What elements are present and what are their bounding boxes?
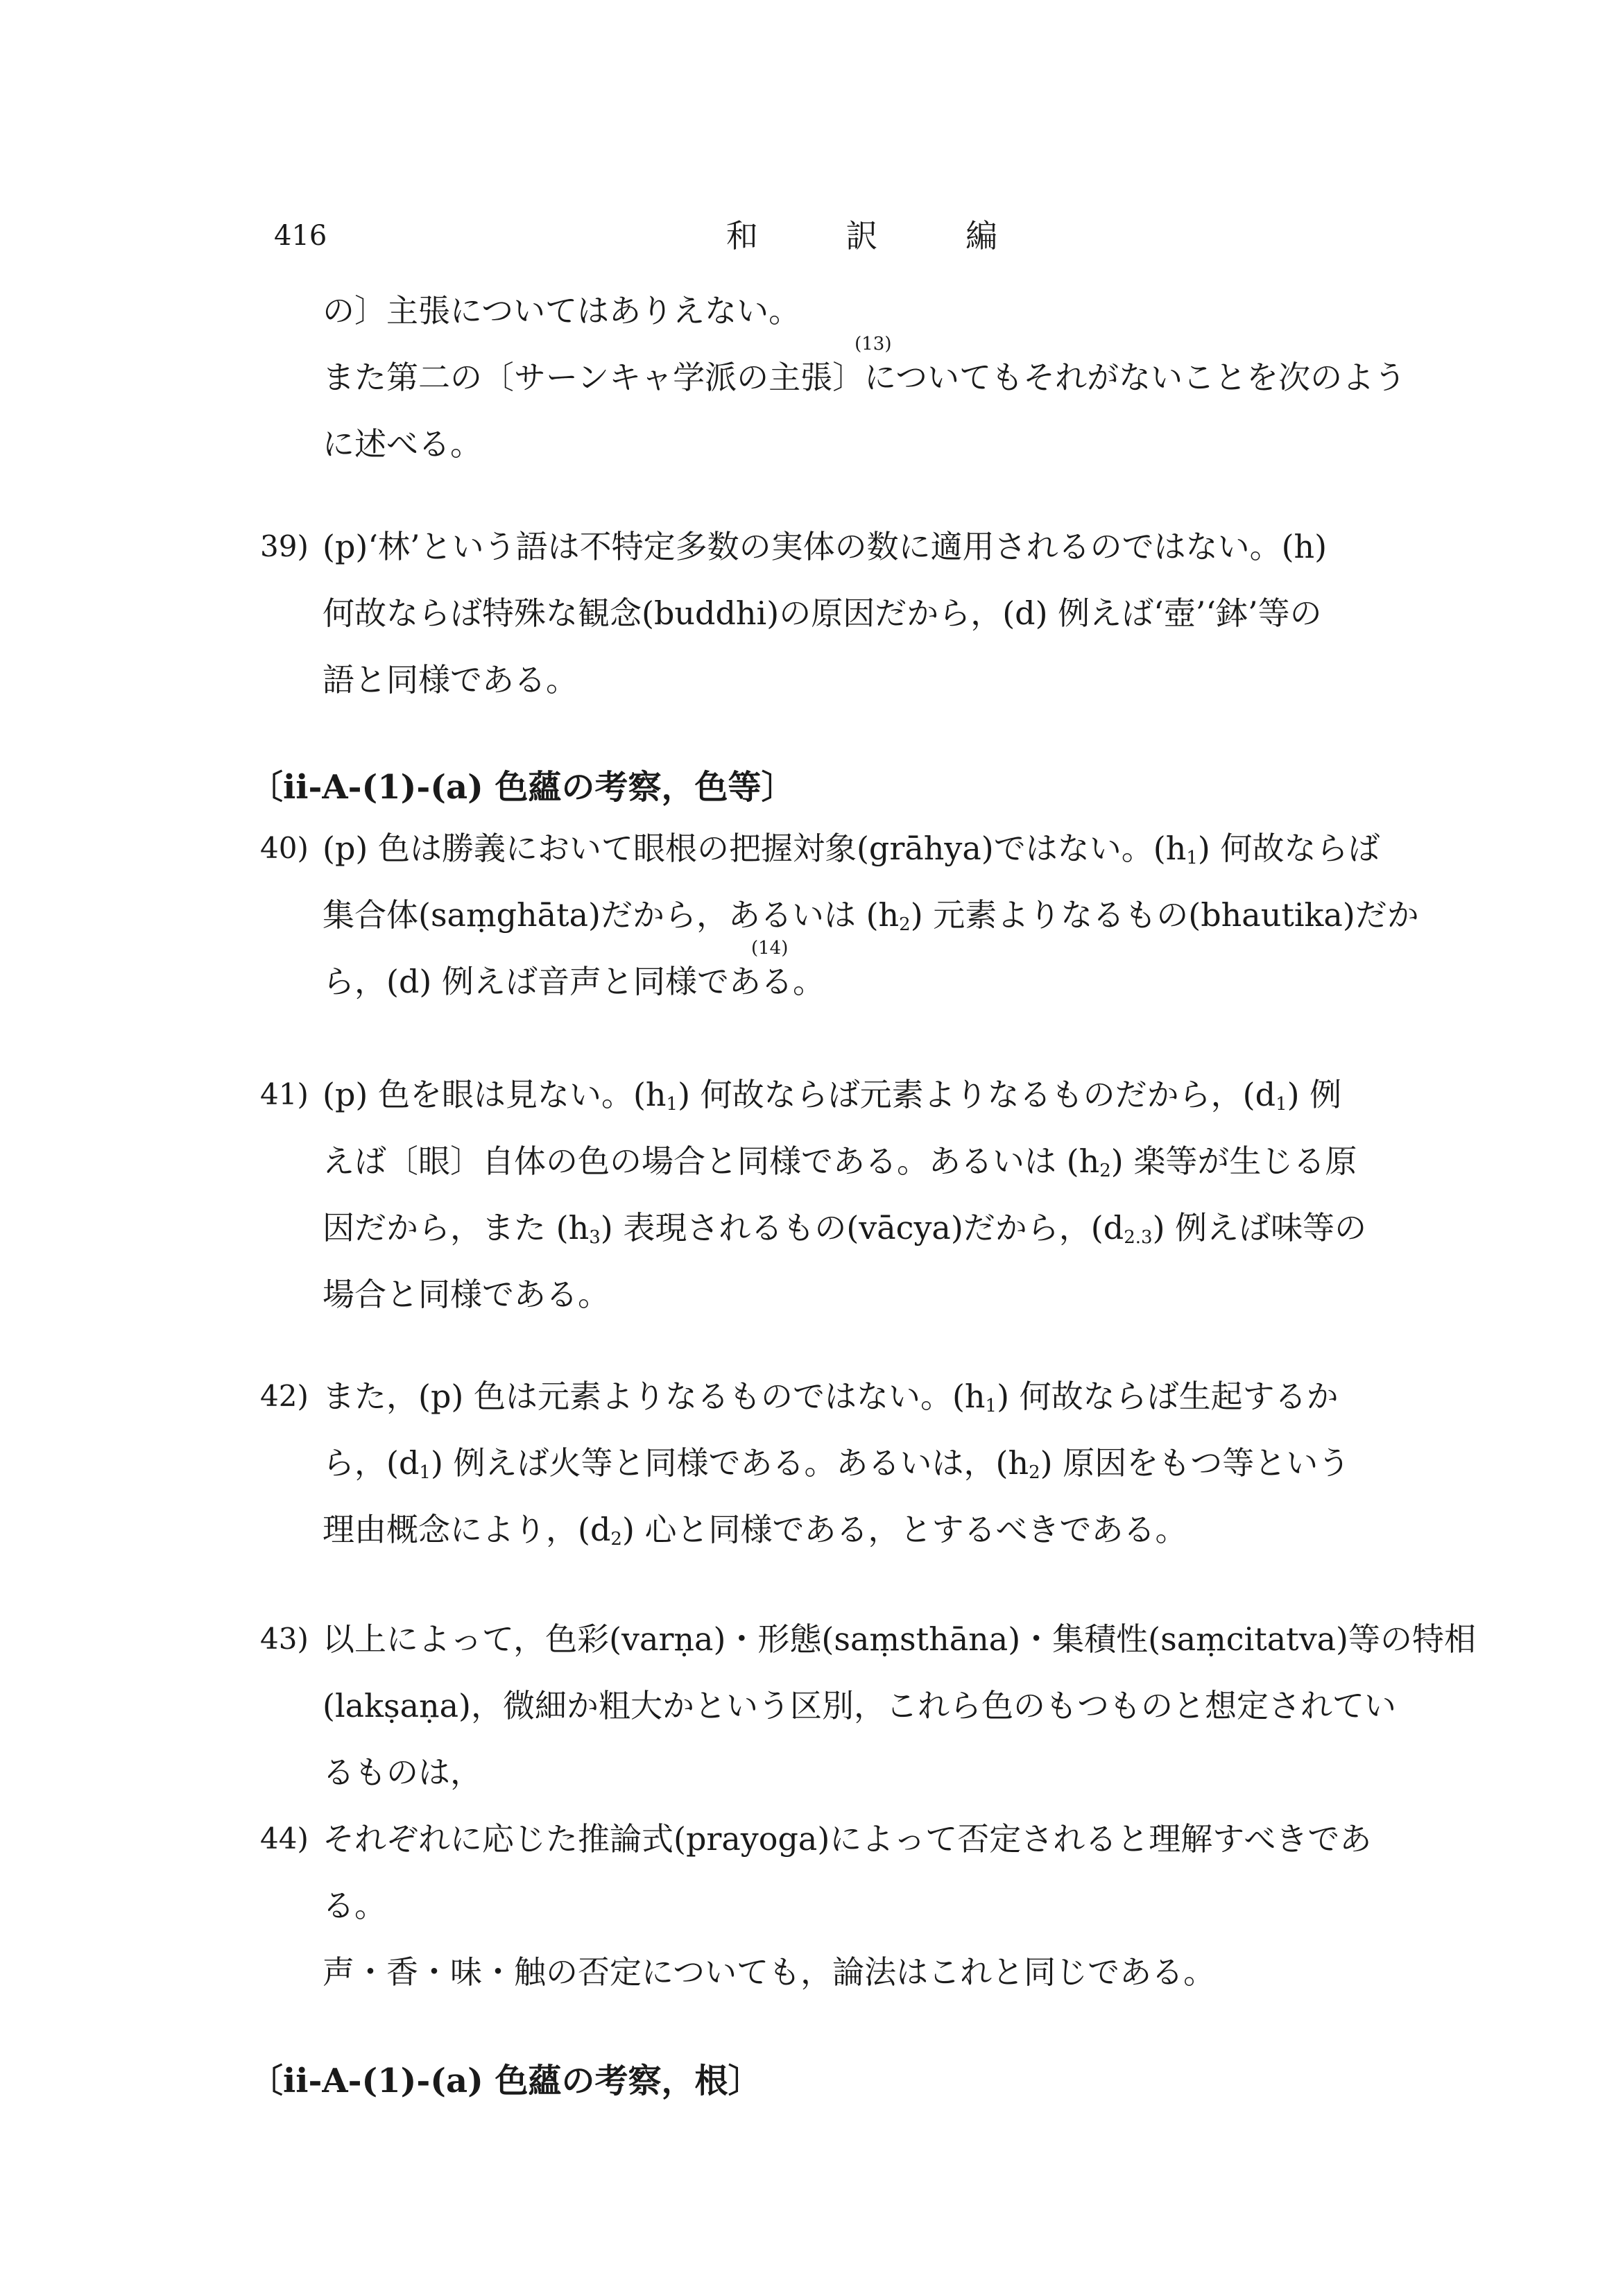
intro-paragraph [323, 277, 1460, 477]
subscript: 2 [1099, 1160, 1111, 1181]
text-segment: (p) 色を眼は見ない。(h [323, 1076, 667, 1113]
text-segment: ) 例 [1287, 1076, 1342, 1113]
text-line: 場合と同様である。 [323, 1276, 610, 1313]
text-line: それぞれに応じた推論式(prayoga)によって否定されると理解すべきであ [323, 1820, 1372, 1858]
verse-number: 42) [260, 1379, 309, 1413]
verse-number: 39) [260, 529, 309, 563]
text-line [323, 1496, 1460, 1563]
text-line: る。 [323, 1887, 386, 1924]
text-line: (lakṣaṇa)，微細か粗大かという区別，これら色のもつものと想定されてい [323, 1687, 1396, 1724]
text-segment: また，(p) 色は元素よりなるものではない。(h [323, 1378, 986, 1415]
subscript: 2 [899, 914, 911, 935]
page-number: 416 [274, 220, 327, 252]
text-segment: また第二の〔サーンキャ学派の主張〕 [323, 359, 865, 396]
footnote-ref-13: (13) [855, 334, 892, 354]
footnote-ref-14: (14) [750, 938, 789, 959]
text-line: の〕主張についてはありえない。 [323, 292, 801, 329]
text-line: 何故ならば特殊な観念(buddhi)の原因だから，(d) 例えば‘壺’‘鉢’等の [323, 594, 1322, 632]
subscript: 3 [589, 1227, 601, 1248]
subscript: 2.3 [1124, 1227, 1153, 1248]
verse-39 [260, 513, 1460, 713]
subscript: 2 [610, 1529, 622, 1550]
subscript: 1 [1186, 848, 1198, 868]
text-line [323, 1061, 1460, 1128]
text-segment: ) 例えば火等と同様である。あるいは，(h [430, 1444, 1029, 1482]
text-segment: (p) 色は勝義において眼根の把握対象(grāhya)ではない。(h [323, 830, 1187, 867]
text-line [323, 1128, 1460, 1194]
text-segment: 因だから，また (h [323, 1209, 590, 1246]
text-line [323, 1363, 1460, 1430]
text-line [323, 938, 1460, 1015]
text-segment: えば〔眼〕自体の色の場合と同様である。あるいは (h [323, 1142, 1100, 1180]
text-segment: ) 何故ならば生起するか [997, 1378, 1339, 1415]
page-header [274, 208, 1450, 264]
text-line [323, 882, 1460, 948]
text-line: 声・香・味・触の否定についても，論法はこれと同じである。 [323, 1953, 1216, 1991]
verse-43 [260, 1606, 1476, 1806]
text-line [323, 334, 1460, 411]
text-segment: ) 表現されるもの(vācya)だから，(d [600, 1209, 1124, 1246]
verse-number: 43) [260, 1622, 309, 1656]
text-segment: 理由概念により，(d [323, 1511, 611, 1548]
text-segment: ら，(d) 例えば音声と同様であ [323, 963, 761, 1000]
verse-41 [260, 1061, 1460, 1328]
text-line [323, 815, 1460, 882]
verse-42 [260, 1363, 1460, 1563]
section-heading: 〔ii-A-(1)-(a) 色蘊の考察，根〕 [250, 2062, 762, 2100]
section-heading: 〔ii-A-(1)-(a) 色蘊の考察，色等〕 [250, 768, 795, 807]
text-line: (p)‘林’という語は不特定多数の実体の数に適用されるのではない。(h) [323, 528, 1328, 565]
subscript: 1 [419, 1462, 431, 1483]
text-segment: 集合体(saṃghāta)だから，あるいは (h [323, 896, 900, 934]
verse-number: 41) [260, 1077, 309, 1111]
verse-44 [260, 1806, 1460, 2005]
text-segment: ) 例えば味等の [1152, 1209, 1367, 1246]
verse-number: 44) [260, 1822, 309, 1856]
text-line: に述べる。 [323, 425, 482, 463]
text-segment: ) 何故ならば [1197, 830, 1380, 867]
text-segment: についてもそれがないことを次のよう [864, 359, 1407, 396]
text-segment: ) 元素よりなるもの(bhautika)だか [910, 896, 1419, 934]
text-segment: ) 心と同様である，とするべきである。 [621, 1511, 1187, 1548]
text-segment: ) 原因をもつ等という [1040, 1444, 1350, 1482]
text-segment: る。 [760, 963, 825, 1000]
verse-number: 40) [260, 831, 309, 865]
text-line: 語と同様である。 [323, 661, 578, 699]
subscript: 1 [666, 1094, 678, 1115]
text-segment: ) 何故ならば元素よりなるものだから，(d [678, 1076, 1276, 1113]
text-line [323, 1194, 1460, 1261]
running-title: 和 訳 編 [725, 217, 1037, 255]
text-segment: ら，(d [323, 1444, 420, 1482]
text-segment: ) 楽等が生じる原 [1110, 1142, 1357, 1180]
verse-40 [260, 815, 1460, 1015]
text-line [323, 1430, 1460, 1496]
subscript: 1 [1276, 1094, 1287, 1115]
text-line: 以上によって，色彩(varṇa)・形態(saṃsthāna)・集積性(saṃcitatva)等の特相 [323, 1620, 1476, 1658]
text-line: るものは， [323, 1754, 482, 1791]
subscript: 1 [985, 1396, 997, 1416]
subscript: 2 [1029, 1462, 1040, 1483]
